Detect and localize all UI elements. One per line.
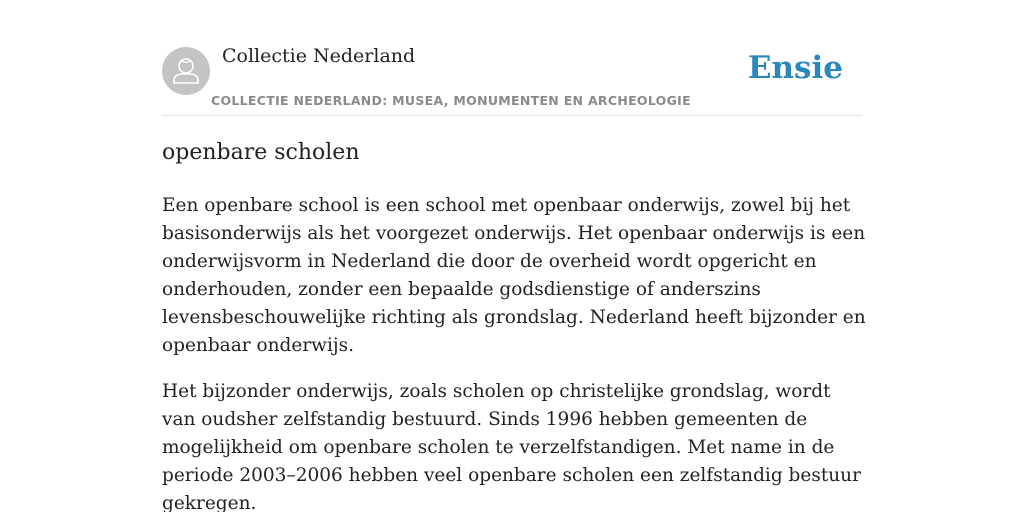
page-title: openbare scholen xyxy=(162,140,360,165)
user-icon xyxy=(162,47,210,95)
header-divider xyxy=(162,115,862,116)
paragraph: Het bijzonder onderwijs, zoals scholen op christelijke grondslag, wordt van oudsher zelfstandig bestuurd. Sinds 1996 hebben gemeenten de mogelijkheid om openbare scholen te verzelfstandigen. Met name in de periode 2003–2006 hebben veel openbare scholen een zelfstandig bestuur gekregen. xyxy=(162,381,861,512)
source-subtitle[interactable]: COLLECTIE NEDERLAND: MUSEA, MONUMENTEN EN ARCHEOLOGIE xyxy=(211,93,691,108)
source-avatar[interactable] xyxy=(162,47,210,95)
paragraph: Een openbare school is een school met openbaar onderwijs, zowel bij het basisonderwijs als het voorgezet onderwijs. Het openbaar onderwijs is een onderwijsvorm in Nederland die door de overheid wordt opgericht en onderhouden, zonder een bepaalde godsdienstige of anderszins levensbeschouwelijke richting als grondslag. Nederland heeft bijzonder en openbaar onderwijs. xyxy=(162,195,866,356)
article-body xyxy=(162,192,867,512)
brand-logo[interactable]: Ensie xyxy=(747,50,843,86)
source-name[interactable]: Collectie Nederland xyxy=(222,45,416,67)
